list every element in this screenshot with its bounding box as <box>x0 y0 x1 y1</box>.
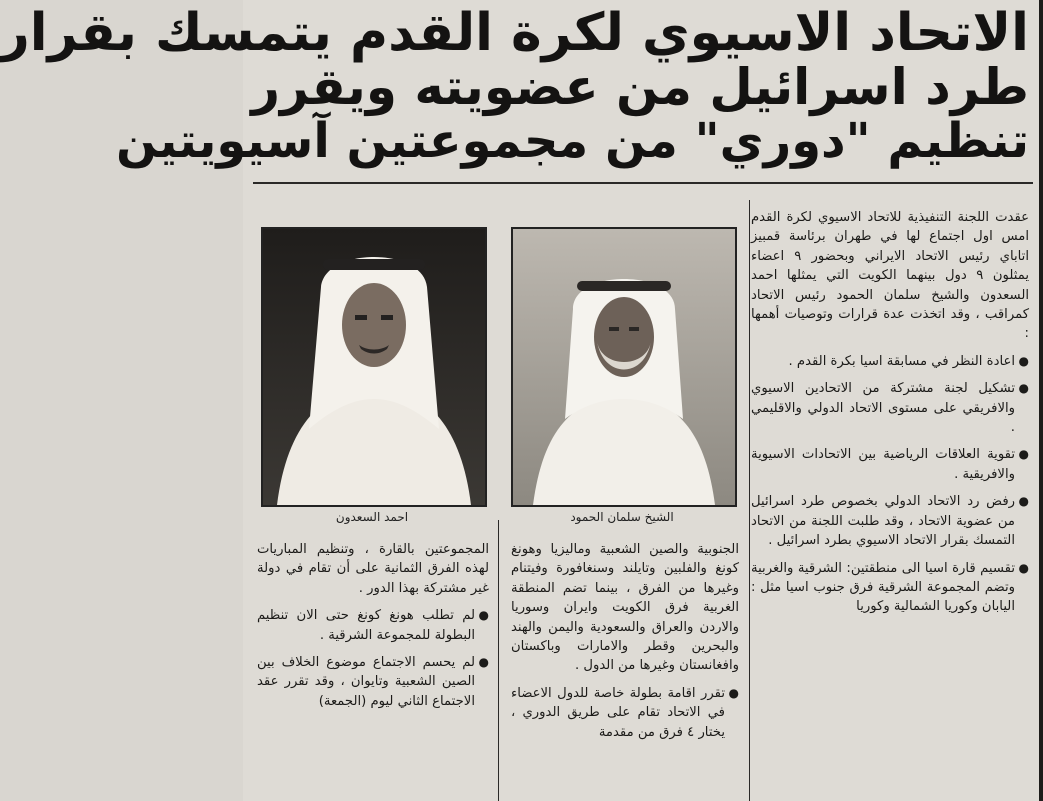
article-bullet: ● تقوية العلاقات الرياضية بين الاتحادات الاسيوية والافريقية . <box>751 445 1029 484</box>
article-bullet: ● تقسيم قارة اسيا الى منطقتين: الشرقية والغربية وتضم المجموعة الشرقية فرق جنوب اسيا مثل : اليابان وكوريا الشمالية وكوريا <box>751 559 1029 617</box>
photo-ahmad-alsaadoun <box>261 227 487 507</box>
article-paragraph: المجموعتين بالقارة ، وتنظيم المباريات لهذه الفرق الثمانية على أن تقام في دولة غير مشتركة بهذا الدور . <box>257 542 489 596</box>
caption-salman-alhamoud: الشيخ سلمان الحمود <box>570 510 674 524</box>
headline-line-3: تنظيم "دوري" من مجموعتين آسيويتين <box>116 113 1029 169</box>
headline <box>0 3 1029 176</box>
article-bullet: ● لم يحسم الاجتماع موضوع الخلاف بين الصين الشعبية وتايوان ، وقد تقرر عقد الاجتماع الثاني ليوم (الجمعة) <box>257 653 489 711</box>
portrait-figure <box>513 229 735 505</box>
article-column-middle <box>511 540 739 801</box>
column-divider-right <box>749 200 750 801</box>
article-bullet: ● اعادة النظر في مسابقة اسيا بكرة القدم . <box>751 352 1029 371</box>
article-column-right <box>751 208 1029 800</box>
article-bullet: ● لم تطلب هونغ كونغ حتى الان تنظيم البطولة للمجموعة الشرقية . <box>257 606 489 645</box>
article-bullet: ● تقرر اقامة بطولة خاصة للدول الاعضاء في الاتحاد تقام على طريق الدوري ، يختار ٤ فرق من مقدمة <box>511 684 739 742</box>
page-edge-shadow <box>1039 0 1043 801</box>
article-bullet: ● رفض رد الاتحاد الدولي بخصوص طرد اسرائيل من عضوية الاتحاد ، وقد طلبت اللجنة من الاتحاد التمسك بقرار الاتحاد الاسيوي بطرد اسرائيل . <box>751 492 1029 550</box>
article-bullet: ● تشكيل لجنة مشتركة من الاتحادين الاسيوي والافريقي على مستوى الاتحاد الدولي والاقليمي . <box>751 379 1029 437</box>
headline-divider <box>253 182 1033 184</box>
headline-line-1: الاتحاد الاسيوي لكرة القدم يتمسك بقرار <box>0 3 1029 63</box>
portrait-figure <box>263 229 485 505</box>
headline-line-2: طرد اسرائيل من عضويته ويقرر <box>251 58 1029 116</box>
column-divider-left <box>498 520 499 801</box>
article-column-left <box>257 540 489 801</box>
article-paragraph: الجنوبية والصين الشعبية وماليزيا وهونغ كونغ والفلبين وتايلند وسنغافورة وفيتنام وغيرها من الفرق ، بينما تضم المنطقة الغربية فرق الكويت وايران وسوريا والاردن والعراق والسعودية واليمن والهند والبحرين وقطر والامارات وباكستان وافغانستان وغيرها من الدول . <box>511 542 739 674</box>
caption-ahmad-alsaadoun: احمد السعدون <box>335 510 409 524</box>
photo-salman-alhamoud <box>511 227 737 507</box>
article-paragraph: عقدت اللجنة التنفيذية للاتحاد الاسيوي لكرة القدم امس اول اجتماع لها في طهران برئاسة قمبيز اتاباي رئيس الاتحاد الايراني وبحضور ٩ اعضاء يمثلون ٩ دول بينهما الكويت التي يمثلها احمد السعدون والشيخ سلمان الحمود رئيس الاتحاد كمراقب ، وقد اتخذت عدة قرارات وتوصيات أهمها : <box>751 210 1029 342</box>
